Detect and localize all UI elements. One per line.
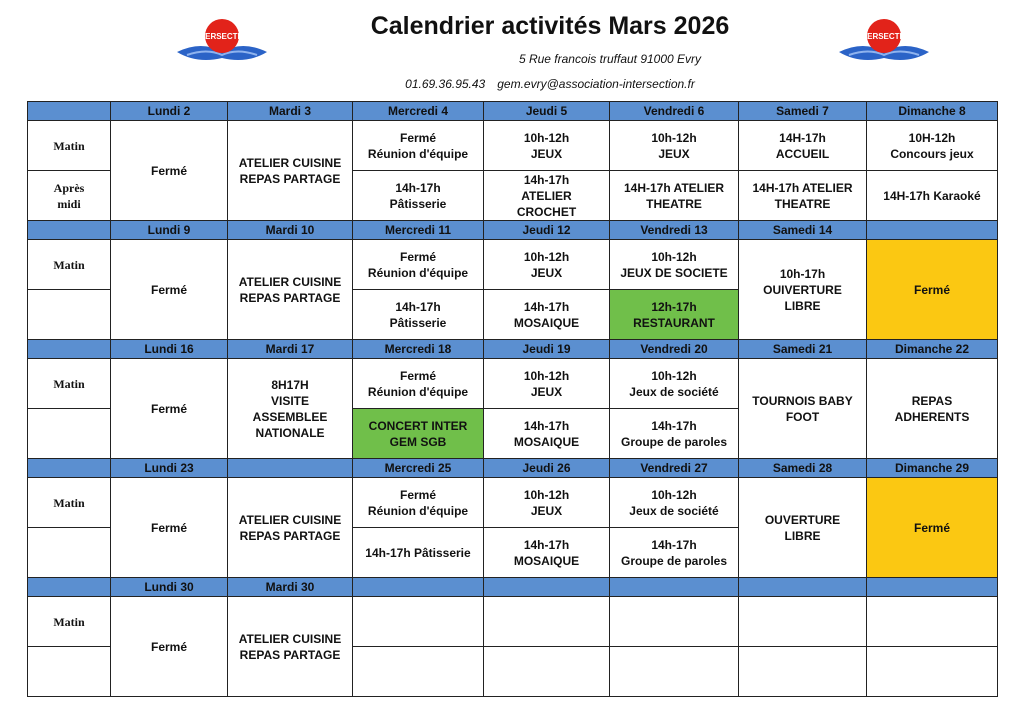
activity-cell: 14H-17h ATELIER THEATRE xyxy=(739,171,867,221)
day-header xyxy=(739,578,867,597)
activity-cell-closed: Fermé xyxy=(867,478,998,578)
day-header xyxy=(353,578,484,597)
logo-text: INTERSECTION xyxy=(192,32,252,41)
day-header: Samedi 7 xyxy=(739,102,867,121)
day-header: Lundi 2 xyxy=(111,102,228,121)
empty-cell xyxy=(867,647,998,697)
day-header: Samedi 28 xyxy=(739,459,867,478)
activity-cell: ATELIER CUISINE REPAS PARTAGE xyxy=(228,597,353,697)
header-corner xyxy=(28,459,111,478)
period-label-afternoon xyxy=(28,290,111,340)
day-header xyxy=(867,221,998,240)
logo-text: INTERSECTION xyxy=(854,32,914,41)
morning-row xyxy=(28,597,998,647)
day-header: Jeudi 19 xyxy=(484,340,610,359)
empty-cell xyxy=(610,597,739,647)
period-label-afternoon xyxy=(28,647,111,697)
activity-cell: 10h-12h Jeux de société xyxy=(610,359,739,409)
activity-cell: Fermé Réunion d'équipe xyxy=(353,240,484,290)
period-label-morning: Matin xyxy=(28,478,111,528)
day-header: Jeudi 12 xyxy=(484,221,610,240)
intersection-logo-right xyxy=(834,12,934,72)
activity-cell: Fermé xyxy=(111,478,228,578)
period-label-afternoon xyxy=(28,409,111,459)
activity-cell: ATELIER CUISINE REPAS PARTAGE xyxy=(228,240,353,340)
empty-cell xyxy=(353,647,484,697)
week-header-row xyxy=(28,459,998,478)
empty-cell xyxy=(739,597,867,647)
activity-cell: 14h-17h Pâtisserie xyxy=(353,171,484,221)
day-header xyxy=(228,459,353,478)
period-label-afternoon: Après midi xyxy=(28,171,111,221)
day-header: Dimanche 29 xyxy=(867,459,998,478)
day-header: Mercredi 11 xyxy=(353,221,484,240)
email-address: gem.evry@association-intersection.fr xyxy=(497,77,695,91)
morning-row xyxy=(28,121,998,171)
activity-cell: 14h-17h Groupe de paroles xyxy=(610,528,739,578)
activity-cell: 14H-17h ACCUEIL xyxy=(739,121,867,171)
day-header: Mercredi 18 xyxy=(353,340,484,359)
activity-cell: 14h-17h Groupe de paroles xyxy=(610,409,739,459)
activity-cell: Fermé xyxy=(111,359,228,459)
period-label-morning: Matin xyxy=(28,240,111,290)
empty-cell xyxy=(610,647,739,697)
day-header xyxy=(484,578,610,597)
day-header: Lundi 9 xyxy=(111,221,228,240)
activity-cell: OUVERTURE LIBRE xyxy=(739,478,867,578)
morning-row xyxy=(28,240,998,290)
period-label-morning: Matin xyxy=(28,597,111,647)
activity-cell: ATELIER CUISINE REPAS PARTAGE xyxy=(228,478,353,578)
day-header: Dimanche 22 xyxy=(867,340,998,359)
phone-number: 01.69.36.95.43 xyxy=(405,77,486,91)
activity-cell: 14h-17h Pâtisserie xyxy=(353,528,484,578)
day-header: Mercredi 25 xyxy=(353,459,484,478)
activity-cell: TOURNOIS BABY FOOT xyxy=(739,359,867,459)
activity-cell: 10h-12h JEUX xyxy=(484,478,610,528)
day-header: Mardi 17 xyxy=(228,340,353,359)
header-corner xyxy=(28,102,111,121)
activity-cell: Fermé Réunion d'équipe xyxy=(353,359,484,409)
activity-cell: Fermé Réunion d'équipe xyxy=(353,121,484,171)
day-header xyxy=(610,578,739,597)
day-header: Mardi 30 xyxy=(228,578,353,597)
empty-cell xyxy=(353,597,484,647)
day-header: Lundi 16 xyxy=(111,340,228,359)
activity-cell-closed: Fermé xyxy=(867,240,998,340)
period-label-morning: Matin xyxy=(28,121,111,171)
empty-cell xyxy=(484,597,610,647)
day-header: Dimanche 8 xyxy=(867,102,998,121)
intersection-logo-left xyxy=(172,12,272,72)
activity-cell: 14H-17h Karaoké xyxy=(867,171,998,221)
activity-cell: 14h-17h Pâtisserie xyxy=(353,290,484,340)
day-header: Lundi 23 xyxy=(111,459,228,478)
activity-cell: 14h-17h MOSAIQUE xyxy=(484,528,610,578)
empty-cell xyxy=(739,647,867,697)
activity-cell: 8H17H VISITE ASSEMBLEE NATIONALE xyxy=(228,359,353,459)
day-header: Vendredi 6 xyxy=(610,102,739,121)
day-header: Jeudi 26 xyxy=(484,459,610,478)
activity-cell: 14h-17h MOSAIQUE xyxy=(484,409,610,459)
day-header: Jeudi 5 xyxy=(484,102,610,121)
contact-line xyxy=(360,77,740,91)
morning-row xyxy=(28,478,998,528)
day-header xyxy=(867,578,998,597)
header-corner xyxy=(28,578,111,597)
activity-cell: 10h-17h OUIVERTURE LIBRE xyxy=(739,240,867,340)
activity-cell: 10h-12h JEUX xyxy=(484,240,610,290)
activity-cell: Fermé xyxy=(111,240,228,340)
period-label-afternoon xyxy=(28,528,111,578)
activity-cell: REPAS ADHERENTS xyxy=(867,359,998,459)
week-header-row xyxy=(28,102,998,121)
activity-cell: 10h-12h JEUX xyxy=(484,121,610,171)
activity-cell: Fermé Réunion d'équipe xyxy=(353,478,484,528)
activity-cell: Fermé xyxy=(111,121,228,221)
day-header: Samedi 21 xyxy=(739,340,867,359)
calendar-table xyxy=(27,101,998,697)
activity-cell-highlight: CONCERT INTER GEM SGB xyxy=(353,409,484,459)
header-corner xyxy=(28,221,111,240)
empty-cell xyxy=(484,647,610,697)
period-label-morning: Matin xyxy=(28,359,111,409)
day-header: Mardi 10 xyxy=(228,221,353,240)
day-header: Vendredi 20 xyxy=(610,340,739,359)
day-header: Lundi 30 xyxy=(111,578,228,597)
activity-cell: 10H-12h Concours jeux xyxy=(867,121,998,171)
activity-cell: 14h-17h MOSAIQUE xyxy=(484,290,610,340)
activity-cell: ATELIER CUISINE REPAS PARTAGE xyxy=(228,121,353,221)
week-header-row xyxy=(28,578,998,597)
activity-cell: 10h-12h Jeux de société xyxy=(610,478,739,528)
day-header: Samedi 14 xyxy=(739,221,867,240)
header-corner xyxy=(28,340,111,359)
empty-cell xyxy=(867,597,998,647)
week-header-row xyxy=(28,221,998,240)
page-title: Calendrier activités Mars 2026 xyxy=(370,12,730,40)
activity-cell: 10h-12h JEUX xyxy=(610,121,739,171)
day-header: Vendredi 13 xyxy=(610,221,739,240)
activity-cell: 14h-17h ATELIER CROCHET xyxy=(484,171,610,221)
activity-cell: 10h-12h JEUX DE SOCIETE xyxy=(610,240,739,290)
activity-cell: Fermé xyxy=(111,597,228,697)
morning-row xyxy=(28,359,998,409)
activity-cell-highlight: 12h-17h RESTAURANT xyxy=(610,290,739,340)
day-header: Mardi 3 xyxy=(228,102,353,121)
day-header: Mercredi 4 xyxy=(353,102,484,121)
day-header: Vendredi 27 xyxy=(610,459,739,478)
activity-cell: 14H-17h ATELIER THEATRE xyxy=(610,171,739,221)
activity-cell: 10h-12h JEUX xyxy=(484,359,610,409)
address: 5 Rue francois truffaut 91000 Evry xyxy=(518,52,702,66)
week-header-row xyxy=(28,340,998,359)
